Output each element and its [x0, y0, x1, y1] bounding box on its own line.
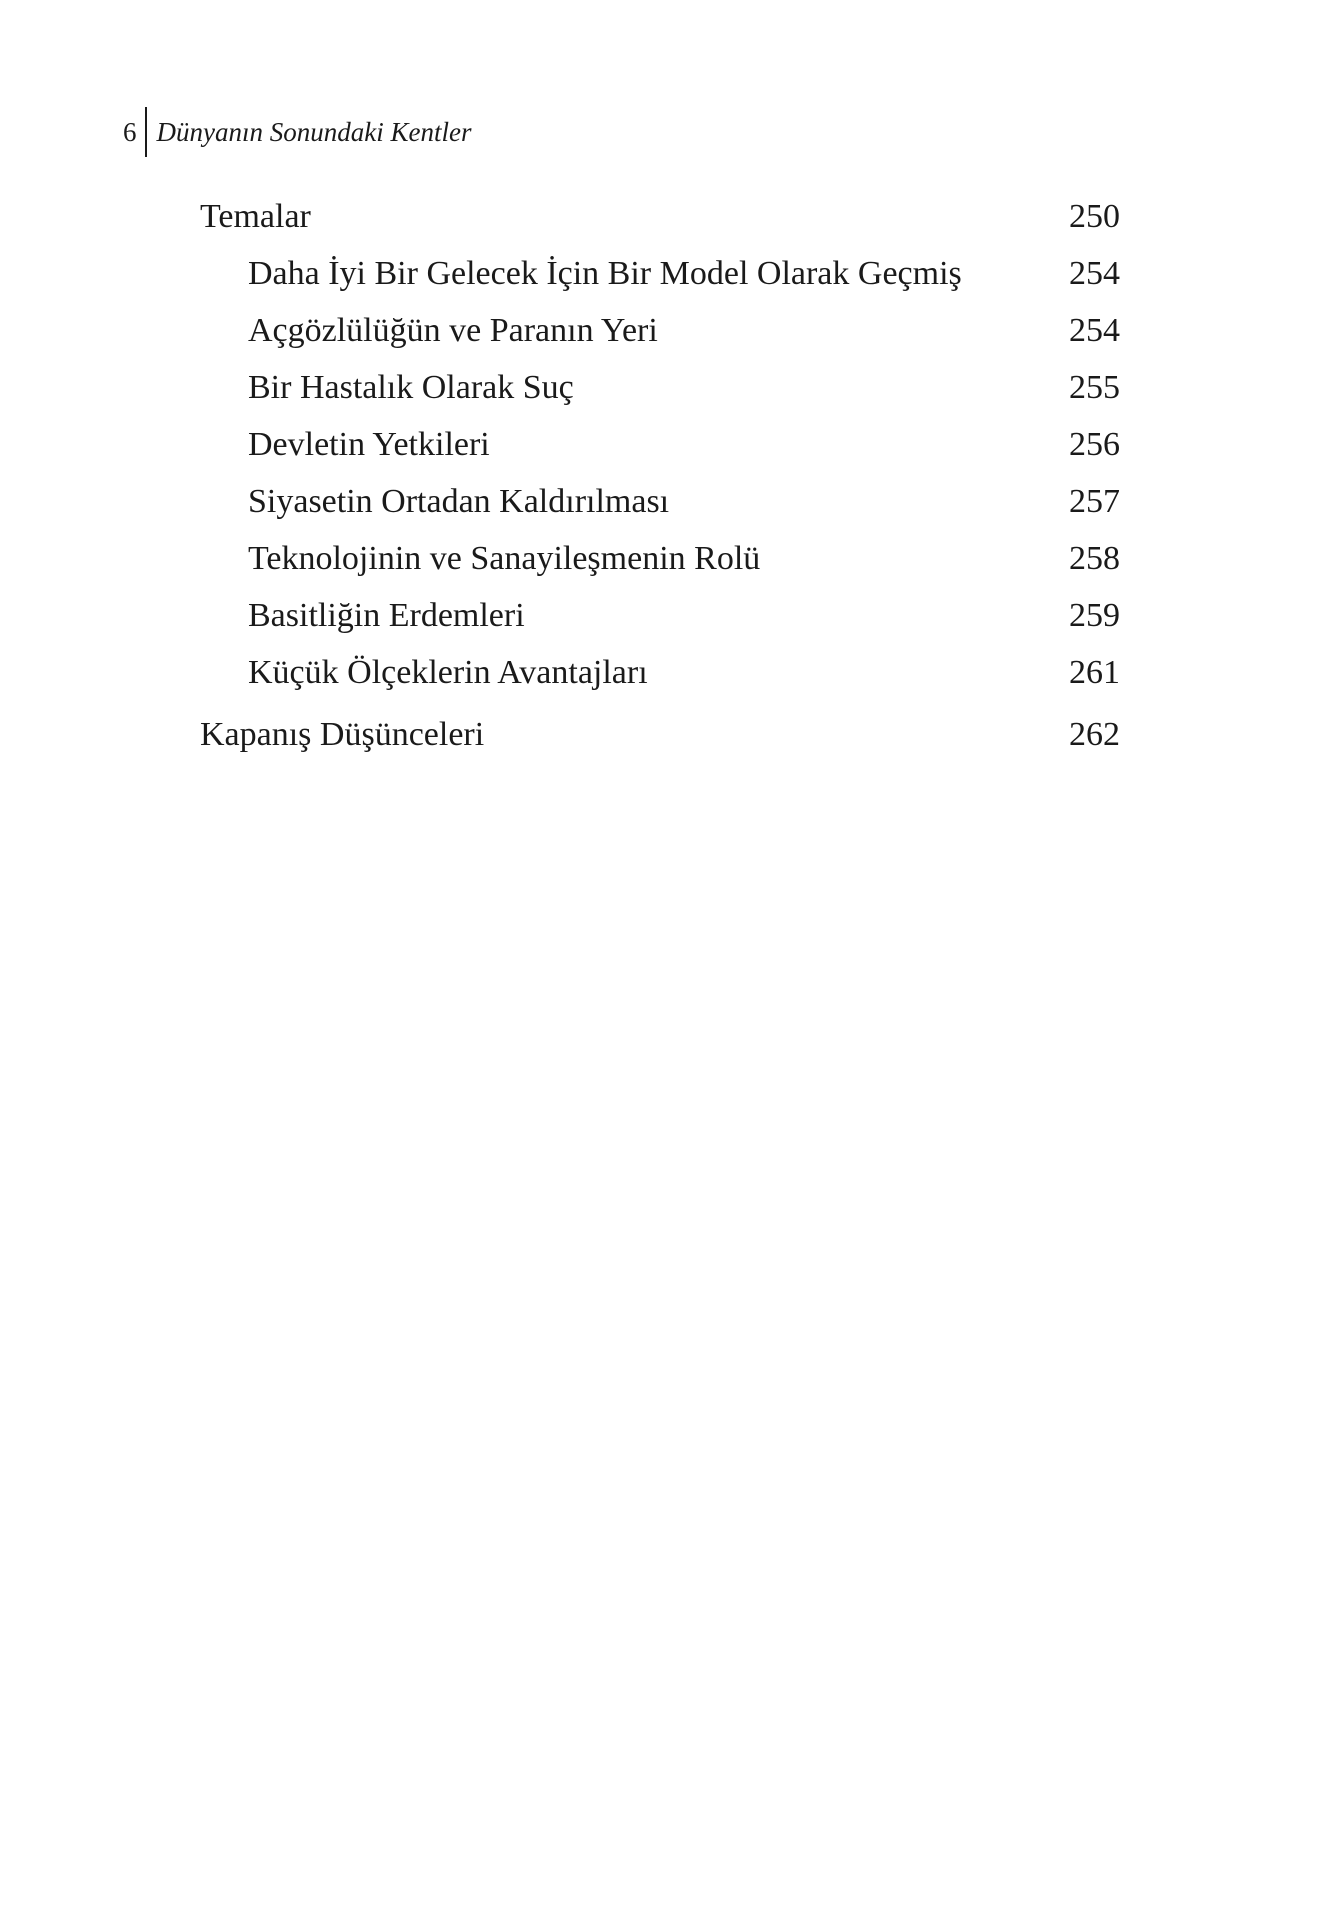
toc-entry-page: 259: [1069, 597, 1120, 634]
book-title: Dünyanın Sonundaki Kentler: [156, 116, 472, 147]
toc-entry-kapanis: [200, 706, 1120, 763]
toc-entry-label: Temalar: [200, 198, 311, 235]
toc-entry-suc: [200, 359, 1120, 416]
toc-entry-label: Teknolojinin ve Sanayileşmenin Rolü: [248, 540, 761, 577]
toc-entry-label: Daha İyi Bir Gelecek İçin Bir Model Olarak Geçmiş: [248, 255, 962, 292]
toc-entry-label: Bir Hastalık Olarak Suç: [248, 369, 574, 406]
toc-entry-label: Basitliğin Erdemleri: [248, 597, 525, 634]
toc-entry-page: 257: [1069, 483, 1120, 520]
toc-entry-page: 254: [1069, 255, 1120, 292]
header-divider: [145, 107, 147, 157]
toc-entry-label: Kapanış Düşünceleri: [200, 716, 485, 753]
toc-entry-page: 258: [1069, 540, 1120, 577]
toc-entry-basitlik: [200, 587, 1120, 644]
page-number: 6: [123, 116, 137, 147]
toc-entry-label: Devletin Yetkileri: [248, 426, 490, 463]
toc-entry-label: Açgözlülüğün ve Paranın Yeri: [248, 312, 658, 349]
toc-entry-acgozluluk: [200, 302, 1120, 359]
toc-entry-temalar: [200, 188, 1120, 245]
toc-entry-page: 261: [1069, 654, 1120, 691]
toc-entry-kucuk-olcek: [200, 644, 1120, 701]
toc-entry-page: 254: [1069, 312, 1120, 349]
toc-entry-label: Küçük Ölçeklerin Avantajları: [248, 654, 648, 691]
toc-entry-devlet: [200, 416, 1120, 473]
toc-entry-teknoloji: [200, 530, 1120, 587]
toc-entry-siyaset: [200, 473, 1120, 530]
toc-entry-label: Siyasetin Ortadan Kaldırılması: [248, 483, 670, 520]
toc-entry-gecmis: [200, 245, 1120, 302]
running-head: [123, 107, 471, 157]
toc-entry-page: 255: [1069, 369, 1120, 406]
toc-entry-page: 250: [1069, 198, 1120, 235]
table-of-contents: [200, 188, 1120, 763]
toc-entry-page: 256: [1069, 426, 1120, 463]
toc-entry-page: 262: [1069, 716, 1120, 753]
